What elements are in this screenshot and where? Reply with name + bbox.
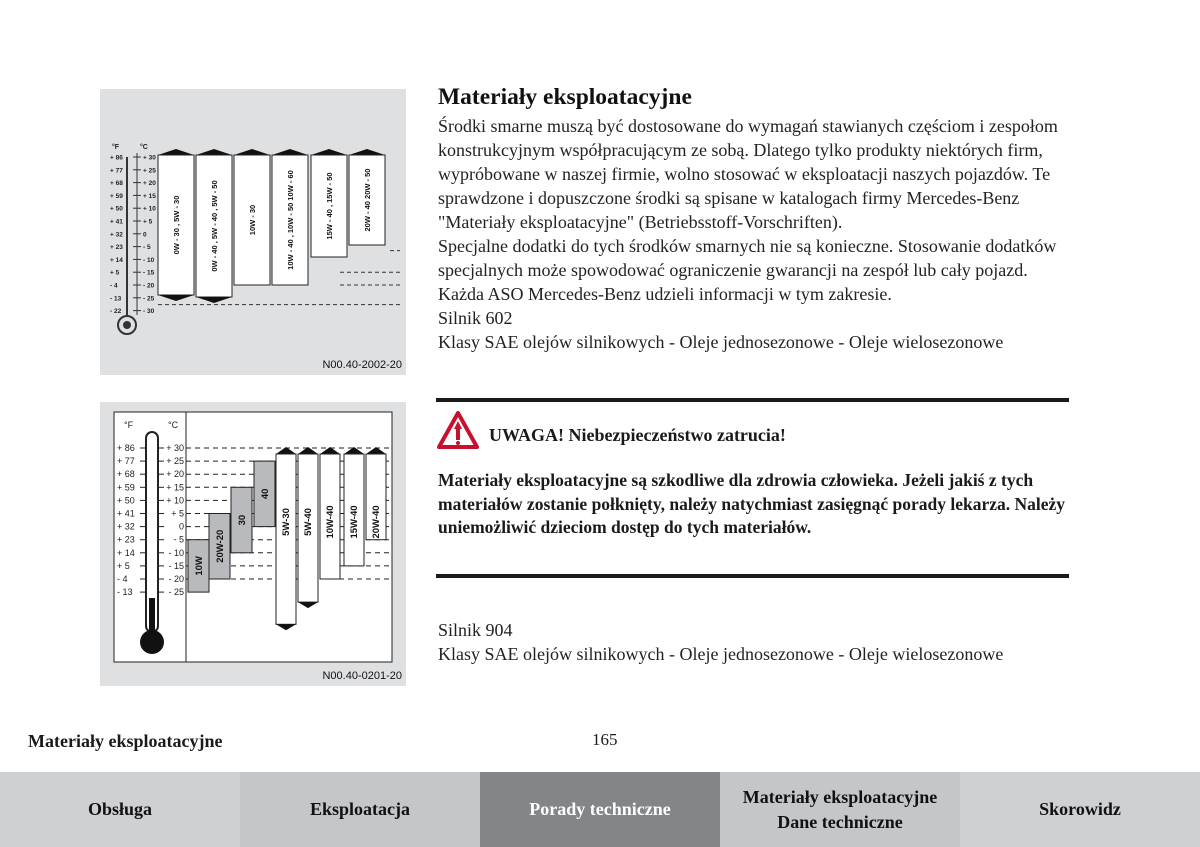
multi-grade-bar xyxy=(276,454,296,624)
f-tick-label: + 5 xyxy=(110,269,120,277)
c-tick-label: - 25 xyxy=(168,587,184,598)
f-tick-label: + 68 xyxy=(110,180,123,188)
f-tick-label: + 14 xyxy=(110,256,123,264)
figure-code-602: N00.40-2002-20 xyxy=(322,359,402,371)
viscosity-chart-602-drawing xyxy=(100,89,406,375)
f-tick-label: - 4 xyxy=(110,282,118,290)
warning-bottom-rule xyxy=(436,574,1069,578)
c-tick-label: + 10 xyxy=(166,495,184,506)
c-tick-label: 0 xyxy=(178,521,184,532)
grade-bar-cap xyxy=(349,149,385,155)
grade-label: 10W-40 xyxy=(325,505,336,539)
tab-obsluga[interactable] xyxy=(0,772,240,847)
grade-label: 5W-30 xyxy=(281,508,292,536)
c-tick-label: + 15 xyxy=(166,482,184,493)
viscosity-chart-engine-602 xyxy=(100,89,406,375)
tab-label: Skorowidz xyxy=(1039,799,1121,819)
c-tick-label: + 25 xyxy=(143,167,156,175)
c-tick-label: + 5 xyxy=(143,218,153,226)
article-title: Materiały eksploatacyjne xyxy=(438,84,692,110)
grade-label: 20W - 40 20W - 50 xyxy=(363,168,372,232)
tab-eksploatacja[interactable] xyxy=(240,772,480,847)
article-body-bottom xyxy=(438,618,1058,666)
tab-label: Porady techniczne xyxy=(529,799,671,819)
c-tick-label: - 30 xyxy=(143,308,155,316)
grade-label: 0W - 30 , 5W - 30 xyxy=(172,195,181,255)
grade-bar-cap xyxy=(272,149,308,155)
grade-bar-cap xyxy=(196,149,232,155)
c-tick-label: - 20 xyxy=(143,282,155,290)
grade-bar-cap xyxy=(234,149,270,155)
grade-bars-602 xyxy=(158,149,385,303)
grade-label: 10W - 40 , 10W - 50 10W - 60 xyxy=(286,170,295,270)
c-tick-label: 0 xyxy=(143,231,147,239)
viscosity-chart-engine-904 xyxy=(100,402,406,686)
c-tick-label: + 15 xyxy=(143,192,156,200)
tab-label-line2: Dane techniczne xyxy=(777,811,903,832)
f-tick-label: - 22 xyxy=(110,308,122,316)
f-tick-label: + 68 xyxy=(117,469,135,480)
grade-label: 5W-40 xyxy=(303,508,314,536)
warning-title: UWAGA! Niebezpieczeństwo zatrucia! xyxy=(489,425,786,445)
unit-c-label: °C xyxy=(168,420,179,430)
viscosity-chart-904-drawing xyxy=(100,402,406,686)
f-tick-label: + 86 xyxy=(117,443,135,453)
c-tick-label: + 10 xyxy=(143,205,156,213)
f-tick-label: + 41 xyxy=(110,218,123,226)
tab-porady-techniczne[interactable] xyxy=(480,772,720,847)
f-tick-label: + 41 xyxy=(117,508,135,519)
page-number: 165 xyxy=(592,730,618,749)
grade-label: 20W-20 xyxy=(215,529,226,563)
f-tick-label: + 86 xyxy=(110,154,123,162)
tab-materialy-dane-techniczne[interactable] xyxy=(720,772,960,847)
c-tick-label: - 5 xyxy=(173,534,184,545)
unit-f-label: °F xyxy=(112,144,120,151)
c-tick-label: + 20 xyxy=(166,469,184,480)
c-tick-label: - 10 xyxy=(168,547,184,558)
c-tick-label: + 20 xyxy=(143,180,156,188)
grade-label: 10W - 30 xyxy=(248,204,257,236)
f-tick-label: - 4 xyxy=(117,574,128,584)
c-tick-label: + 25 xyxy=(166,456,184,467)
warning-top-rule xyxy=(436,398,1069,402)
tab-label: Eksploatacja xyxy=(309,799,410,819)
f-tick-label: + 77 xyxy=(110,167,123,175)
engine-602-caption: Klasy SAE olejów silnikowych - Oleje jednosezonowe - Oleje wielosezonowe xyxy=(438,332,1004,352)
f-tick-label: + 14 xyxy=(117,547,135,558)
warning-triangle-icon xyxy=(437,411,479,449)
c-tick-label: + 30 xyxy=(166,443,184,453)
c-tick-label: - 5 xyxy=(143,244,151,252)
paragraph-additives: Specjalne dodatki do tych środków smarnych nie są konieczne. Stosowanie dodatków specjalnych może spowodować ograniczenie gwarancji na zespół lub cały pojazd. Każda ASO Mercedes-Benz udzieli informacji w tym zakresie. xyxy=(438,236,1057,304)
grade-label: 15W-40 xyxy=(349,505,360,539)
engine-904-caption: Klasy SAE olejów silnikowych - Oleje jednosezonowe - Oleje wielosezonowe xyxy=(438,644,1004,664)
f-tick-label: + 59 xyxy=(117,482,135,493)
c-tick-label: - 20 xyxy=(168,574,184,584)
f-tick-label: + 50 xyxy=(117,495,135,506)
grade-bar-tip xyxy=(158,295,194,301)
figure-code-904: N00.40-0201-20 xyxy=(322,670,402,682)
footer-section-title: Materiały eksploatacyjne xyxy=(28,731,223,751)
grade-label: 30 xyxy=(237,514,248,526)
c-tick-label: + 30 xyxy=(143,154,156,162)
grade-bar-cap xyxy=(158,149,194,155)
f-tick-label: + 5 xyxy=(117,560,130,571)
article-body-top xyxy=(438,114,1078,354)
c-tick-label: - 15 xyxy=(168,560,184,571)
f-tick-label: - 13 xyxy=(117,587,133,598)
grade-bar-cap xyxy=(311,149,347,155)
f-tick-label: + 59 xyxy=(110,192,123,200)
engine-904-heading: Silnik 904 xyxy=(438,620,513,640)
engine-602-heading: Silnik 602 xyxy=(438,308,513,328)
grade-label: 40 xyxy=(260,488,271,500)
c-tick-label: + 5 xyxy=(171,508,184,519)
grade-label: 0W - 40 , 5W - 40 , 5W - 50 xyxy=(210,180,219,272)
warning-text: Materiały eksploatacyjne są szkodliwe dla zdrowia człowieka. Jeżeli jakiś z tych materiałów zostanie połknięty, należy natychmiast zasięgnąć porady lekarza. Należy uniemożliwić dzieciom dostęp do tych materiałów. xyxy=(438,470,1066,537)
tab-label: Obsługa xyxy=(87,799,153,819)
f-tick-label: - 13 xyxy=(110,295,122,303)
unit-c-label: °C xyxy=(140,144,148,151)
chapter-navigation xyxy=(0,772,1200,847)
grade-label: 10W xyxy=(194,556,205,576)
grade-label: 20W-40 xyxy=(371,505,382,539)
paragraph-lubricants: Środki smarne muszą być dostosowane do wymagań stawianych częściom i zespołom konstrukcyjnym współpracującym ze sobą. Dlatego tylko produkty niektórych firm, wypróbowane w naszej firmie, wolno stosować w eksploatacji naszych pojazdów. Te sprawdzone i dopuszczone środki są spisane w katalogach firmy Mercedes-Benz "Materiały eksploatacyjne" (Betriebsstoff-Vorschriften). xyxy=(438,116,1058,232)
f-tick-label: + 32 xyxy=(110,231,123,239)
grade-label: 15W - 40 , 15W - 50 xyxy=(325,172,334,240)
tab-label-line1: Materiały eksploatacyjne xyxy=(742,786,938,807)
f-tick-label: + 77 xyxy=(117,456,135,467)
f-tick-label: + 23 xyxy=(117,534,135,545)
f-tick-label: + 32 xyxy=(117,521,135,532)
f-tick-label: + 50 xyxy=(110,205,123,213)
tab-skorowidz[interactable] xyxy=(960,772,1200,847)
c-tick-label: - 10 xyxy=(143,256,155,264)
c-tick-label: - 15 xyxy=(143,269,155,277)
f-tick-label: + 23 xyxy=(110,244,123,252)
grade-bar-tip xyxy=(196,297,232,303)
c-tick-label: - 25 xyxy=(143,295,155,303)
unit-f-label: °F xyxy=(124,420,134,430)
